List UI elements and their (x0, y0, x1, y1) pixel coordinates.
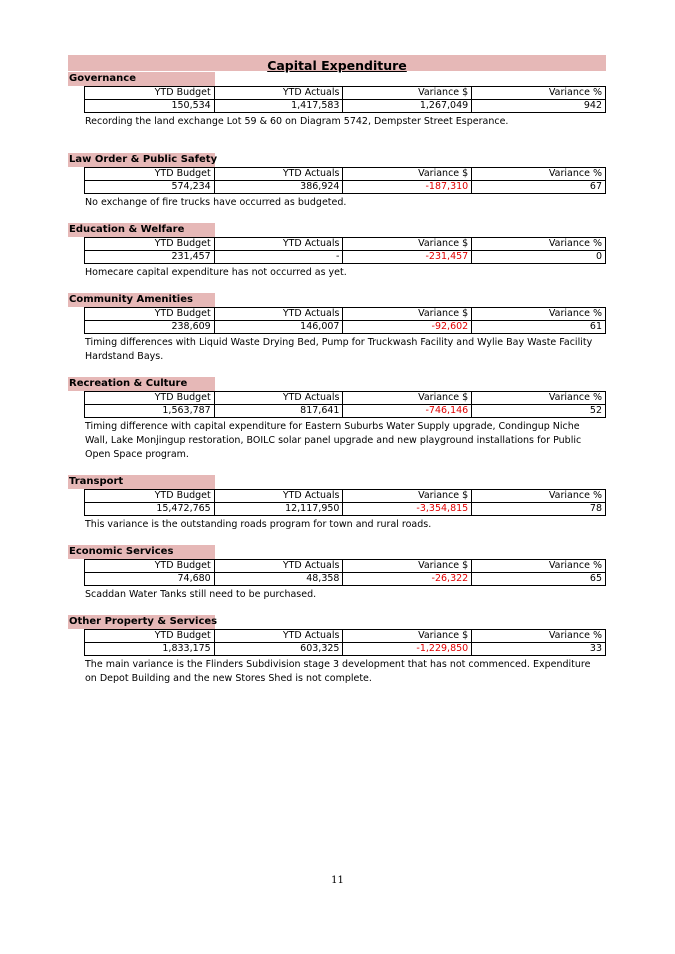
header-budget: YTD Budget (85, 168, 215, 181)
section-community (68, 293, 608, 364)
section-note: Timing differences with Liquid Waste Drying Bed, Pump for Truckwash Facility and Wylie Bay Waste Facility Hardstand Bays. (85, 337, 593, 362)
section-note: Recording the land exchange Lot 59 & 60 on Diagram 5742, Dempster Street Esperance. (85, 116, 509, 127)
section-heading: Economic Services (68, 545, 215, 559)
section-heading: Transport (68, 475, 215, 489)
variance-value: -231,457 (343, 251, 472, 264)
header-variance-pct: Variance % (472, 560, 606, 573)
header-budget: YTD Budget (85, 490, 215, 503)
header-budget: YTD Budget (85, 87, 215, 100)
variance-value: -746,146 (343, 405, 472, 418)
variance-value: -3,354,815 (343, 503, 472, 516)
header-variance-pct: Variance % (472, 87, 606, 100)
variance-pct-value: 65 (472, 573, 606, 586)
budget-value: 74,680 (85, 573, 215, 586)
header-actuals: YTD Actuals (214, 630, 343, 643)
budget-value: 150,534 (85, 100, 215, 113)
header-variance-dollar: Variance $ (343, 238, 472, 251)
actuals-value: 146,007 (214, 321, 343, 334)
header-actuals: YTD Actuals (214, 168, 343, 181)
header-row (85, 630, 606, 643)
header-variance-pct: Variance % (472, 392, 606, 405)
header-row (85, 87, 606, 100)
variance-pct-value: 78 (472, 503, 606, 516)
section-transport (68, 475, 608, 532)
figures-table (84, 307, 606, 334)
section-recreation (68, 377, 608, 462)
header-budget: YTD Budget (85, 238, 215, 251)
page-title-bar (68, 55, 606, 71)
header-variance-dollar: Variance $ (343, 392, 472, 405)
budget-value: 15,472,765 (85, 503, 215, 516)
header-actuals: YTD Actuals (214, 560, 343, 573)
section-heading: Governance (68, 72, 215, 86)
header-variance-pct: Variance % (472, 490, 606, 503)
figures-table (84, 489, 606, 516)
variance-pct-value: 52 (472, 405, 606, 418)
variance-value: 1,267,049 (343, 100, 472, 113)
budget-value: 231,457 (85, 251, 215, 264)
header-variance-pct: Variance % (472, 308, 606, 321)
header-variance-dollar: Variance $ (343, 87, 472, 100)
header-budget: YTD Budget (85, 308, 215, 321)
header-budget: YTD Budget (85, 560, 215, 573)
actuals-value: 1,417,583 (214, 100, 343, 113)
header-row (85, 238, 606, 251)
section-governance (68, 72, 608, 129)
section-heading: Community Amenities (68, 293, 215, 307)
header-variance-dollar: Variance $ (343, 560, 472, 573)
header-variance-pct: Variance % (472, 168, 606, 181)
figures-table (84, 559, 606, 586)
page-title: Capital Expenditure (267, 58, 407, 73)
section-heading: Law Order & Public Safety (69, 154, 218, 165)
section-note: The main variance is the Flinders Subdivision stage 3 development that has not commenced. Expenditure on Depot Building and the new Stores Shed is not complete. (85, 659, 591, 684)
header-budget: YTD Budget (85, 392, 215, 405)
header-actuals: YTD Actuals (214, 392, 343, 405)
value-row (85, 573, 606, 586)
variance-pct-value: 67 (472, 181, 606, 194)
header-row (85, 168, 606, 181)
header-actuals: YTD Actuals (214, 308, 343, 321)
figures-table (84, 86, 606, 113)
header-variance-dollar: Variance $ (343, 168, 472, 181)
header-actuals: YTD Actuals (214, 490, 343, 503)
section-heading: Other Property & Services (69, 616, 218, 627)
section-law-order (68, 153, 608, 210)
header-row (85, 490, 606, 503)
variance-pct-value: 942 (472, 100, 606, 113)
header-variance-dollar: Variance $ (343, 308, 472, 321)
section-heading: Recreation & Culture (68, 377, 215, 391)
section-note: Homecare capital expenditure has not occurred as yet. (85, 267, 347, 278)
value-row (85, 181, 606, 194)
header-actuals: YTD Actuals (214, 238, 343, 251)
header-variance-dollar: Variance $ (343, 490, 472, 503)
actuals-value: 817,641 (214, 405, 343, 418)
variance-value: -26,322 (343, 573, 472, 586)
budget-value: 1,563,787 (85, 405, 215, 418)
header-row (85, 392, 606, 405)
section-note: Timing difference with capital expenditure for Eastern Suburbs Water Supply upgrade, Condingup Niche Wall, Lake Monjingup restoration, BOILC solar panel upgrade and new playground installations for Public Open Space program. (85, 421, 582, 460)
section-other-property (68, 615, 608, 686)
section-heading: Education & Welfare (68, 223, 215, 237)
header-row (85, 560, 606, 573)
section-note: No exchange of fire trucks have occurred as budgeted. (85, 197, 347, 208)
value-row (85, 321, 606, 334)
figures-table (84, 629, 606, 656)
figures-table (84, 391, 606, 418)
variance-pct-value: 61 (472, 321, 606, 334)
actuals-value: 386,924 (214, 181, 343, 194)
variance-pct-value: 0 (472, 251, 606, 264)
page-number: 11 (331, 875, 344, 886)
figures-table (84, 237, 606, 264)
variance-value: -187,310 (343, 181, 472, 194)
variance-pct-value: 33 (472, 643, 606, 656)
actuals-value: 603,325 (214, 643, 343, 656)
header-variance-pct: Variance % (472, 630, 606, 643)
actuals-value: - (214, 251, 343, 264)
actuals-value: 48,358 (214, 573, 343, 586)
variance-value: -92,602 (343, 321, 472, 334)
header-variance-pct: Variance % (472, 238, 606, 251)
header-row (85, 308, 606, 321)
value-row (85, 405, 606, 418)
budget-value: 1,833,175 (85, 643, 215, 656)
section-education (68, 223, 608, 280)
value-row (85, 100, 606, 113)
section-note: This variance is the outstanding roads program for town and rural roads. (85, 519, 432, 530)
header-budget: YTD Budget (85, 630, 215, 643)
header-actuals: YTD Actuals (214, 87, 343, 100)
variance-value: -1,229,850 (343, 643, 472, 656)
value-row (85, 251, 606, 264)
actuals-value: 12,117,950 (214, 503, 343, 516)
section-economic (68, 545, 608, 602)
value-row (85, 503, 606, 516)
value-row (85, 643, 606, 656)
figures-table (84, 167, 606, 194)
budget-value: 574,234 (85, 181, 215, 194)
header-variance-dollar: Variance $ (343, 630, 472, 643)
section-note: Scaddan Water Tanks still need to be purchased. (85, 589, 317, 600)
budget-value: 238,609 (85, 321, 215, 334)
